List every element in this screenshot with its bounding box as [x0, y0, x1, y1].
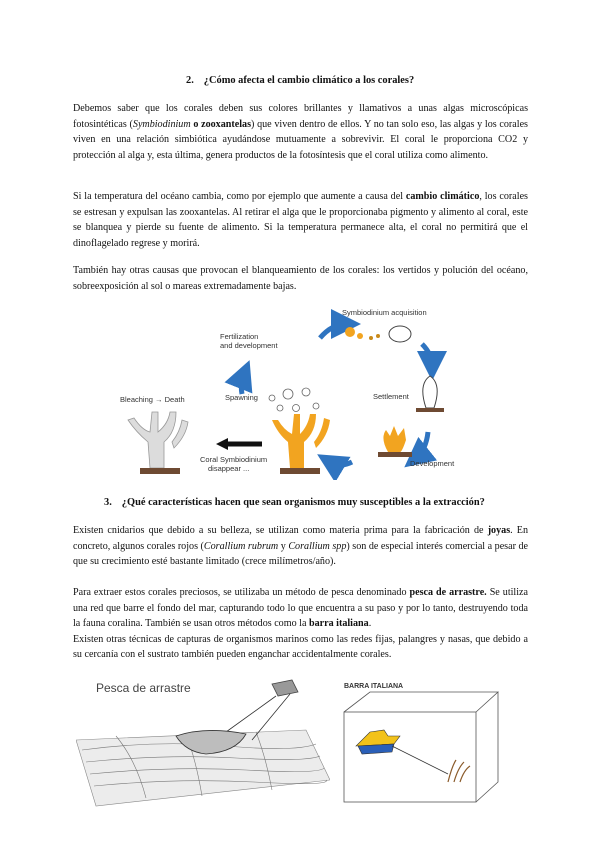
tow-line	[392, 746, 448, 774]
section-3-paragraph-1	[73, 523, 528, 570]
text-run: Debemos saber que los corales deben sus colores brillantes y llamativos a unas algas microscópicas fotosintéticas (	[73, 103, 528, 130]
bold-term-cambio-climatico: cambio climático	[405, 191, 480, 202]
larva-orange	[345, 327, 355, 337]
text-run: Existen otras técnicas de capturas de organismos marinos como las redes fijas, palangres y nasas, que debido a su cercanía con el sustrato también pueden enganchar accidentalmente corales.	[73, 633, 528, 661]
coral-lifecycle-diagram	[110, 302, 460, 480]
italic-term-corallium-rubrum: Corallium rubrum	[203, 540, 279, 552]
text-run: . En concreto, algunos corales rojos (	[73, 525, 529, 552]
substrate	[416, 408, 444, 412]
text-run: Se utiliza una red que barre el fondo del mar, capturando todo lo que encuentra a su paso y por lo tanto, destruyendo toda la fauna coralina. También se usan otros métodos como la	[73, 587, 528, 630]
text-run: .	[368, 618, 372, 630]
larva-white	[389, 326, 411, 342]
spawn-bubbles	[269, 388, 319, 412]
text-run: También hay otras causas que provocan el blanqueamiento de los corales: los vertidos y polución del océano, sobreexposición al sol o mareas extremadamente bajas.	[73, 265, 528, 292]
alga-cell	[369, 336, 373, 340]
coral-base	[280, 468, 320, 474]
label-settlement: Settlement	[373, 392, 409, 401]
text-run: y	[278, 540, 289, 552]
label-development: Development	[410, 459, 455, 468]
boat-hull	[358, 744, 394, 754]
label-fertilization: Fertilization	[220, 332, 259, 341]
bold-term-zooxantelas: o zooxantelas	[190, 118, 252, 130]
trawler-boat	[272, 680, 298, 696]
section-2-paragraph-2	[73, 189, 528, 251]
coral-branches	[448, 760, 470, 782]
label-coral-symbiodinium: Coral Symbiodinium	[200, 455, 268, 464]
text-run: Para extraer estos corales preciosos, se utilizaba un método de pesca denominado	[73, 587, 410, 598]
label-pesca-de-arrastre: Pesca de arrastre	[96, 681, 191, 695]
section-2-title: ¿Cómo afecta el cambio climático a los corales?	[203, 75, 415, 86]
bold-term-joyas: joyas	[487, 525, 511, 536]
fishing-boat	[356, 730, 400, 746]
alga-cell	[376, 334, 380, 338]
text-run: Si la temperatura del océano cambia, como por ejemplo que aumente a causa del	[73, 191, 406, 202]
healthy-coral	[272, 414, 330, 468]
text-run: ) que viven dentro de ellos. Y no tan solo eso, las algas y los corales viven en una relación simbiótica ayudándose mutuamente a sobrevivir. El coral le proporciona CO2 y protección al alga y, esta última, genera productos de la fotosíntesis que el coral utiliza como alimento.	[73, 118, 528, 161]
section-3-number: 3.	[104, 497, 112, 508]
cycle-arrow	[241, 374, 244, 394]
section-2-number: 2.	[186, 75, 194, 86]
text-run: Existen cnidarios que debido a su belleza, se utilizan como materia prima para la fabricación de	[73, 525, 488, 536]
label-and-development: and development	[220, 341, 278, 350]
label-barra-italiana: BARRA ITALIANA	[344, 683, 404, 690]
section-3-paragraph-2	[73, 585, 528, 663]
text-run: ) son de especial interés comercial a pesar de que su crecimiento esté bastante limitado (crece milímetros/año).	[73, 540, 528, 568]
cycle-arrow	[330, 462, 352, 465]
italic-term-symbiodinium: Symbiodinium	[132, 118, 191, 130]
barra-italiana-illustration	[336, 678, 508, 808]
substrate	[378, 452, 412, 457]
cycle-arrow	[422, 344, 432, 366]
bleached-coral	[128, 412, 188, 468]
label-bleaching-death: Bleaching → Death	[120, 395, 185, 404]
label-symbiodinium-acquisition: Symbiodinium acquisition	[342, 308, 427, 317]
pesca-de-arrastre-illustration	[76, 670, 330, 808]
section-3-heading	[104, 496, 485, 509]
bleaching-arrow-head	[216, 438, 228, 450]
dead-coral-base	[140, 468, 180, 474]
section-2-heading	[186, 74, 414, 87]
juvenile-coral	[383, 426, 406, 452]
label-spawning: Spawning	[225, 393, 258, 402]
section-3-title: ¿Qué características hacen que sean organismos muy susceptibles a la extracción?	[121, 497, 485, 508]
cycle-arrow	[416, 432, 428, 458]
settled-polyp	[423, 376, 437, 408]
text-run: , los corales se estresan y expulsan las zooxantelas. Al retirar el alga que le proporcionaba pigmento y alimento al coral, este se blanquea y pierde su fuente de alimento. Si la temperatura permanece alta, el coral no permitirá que el dinoflagelado regrese y morirá.	[73, 191, 528, 249]
bold-term-barra-italiana: barra italiana	[308, 618, 369, 630]
section-2-paragraph-3	[73, 263, 528, 294]
section-2-paragraph-1	[73, 101, 528, 163]
cycle-arrow	[320, 324, 346, 338]
alga-cell	[357, 333, 363, 339]
italic-term-corallium-spp: Corallium spp	[288, 540, 347, 552]
bold-term-pesca-de-arrastre: pesca de arrastre.	[409, 587, 487, 598]
label-disappear: disappear ...	[208, 464, 250, 473]
